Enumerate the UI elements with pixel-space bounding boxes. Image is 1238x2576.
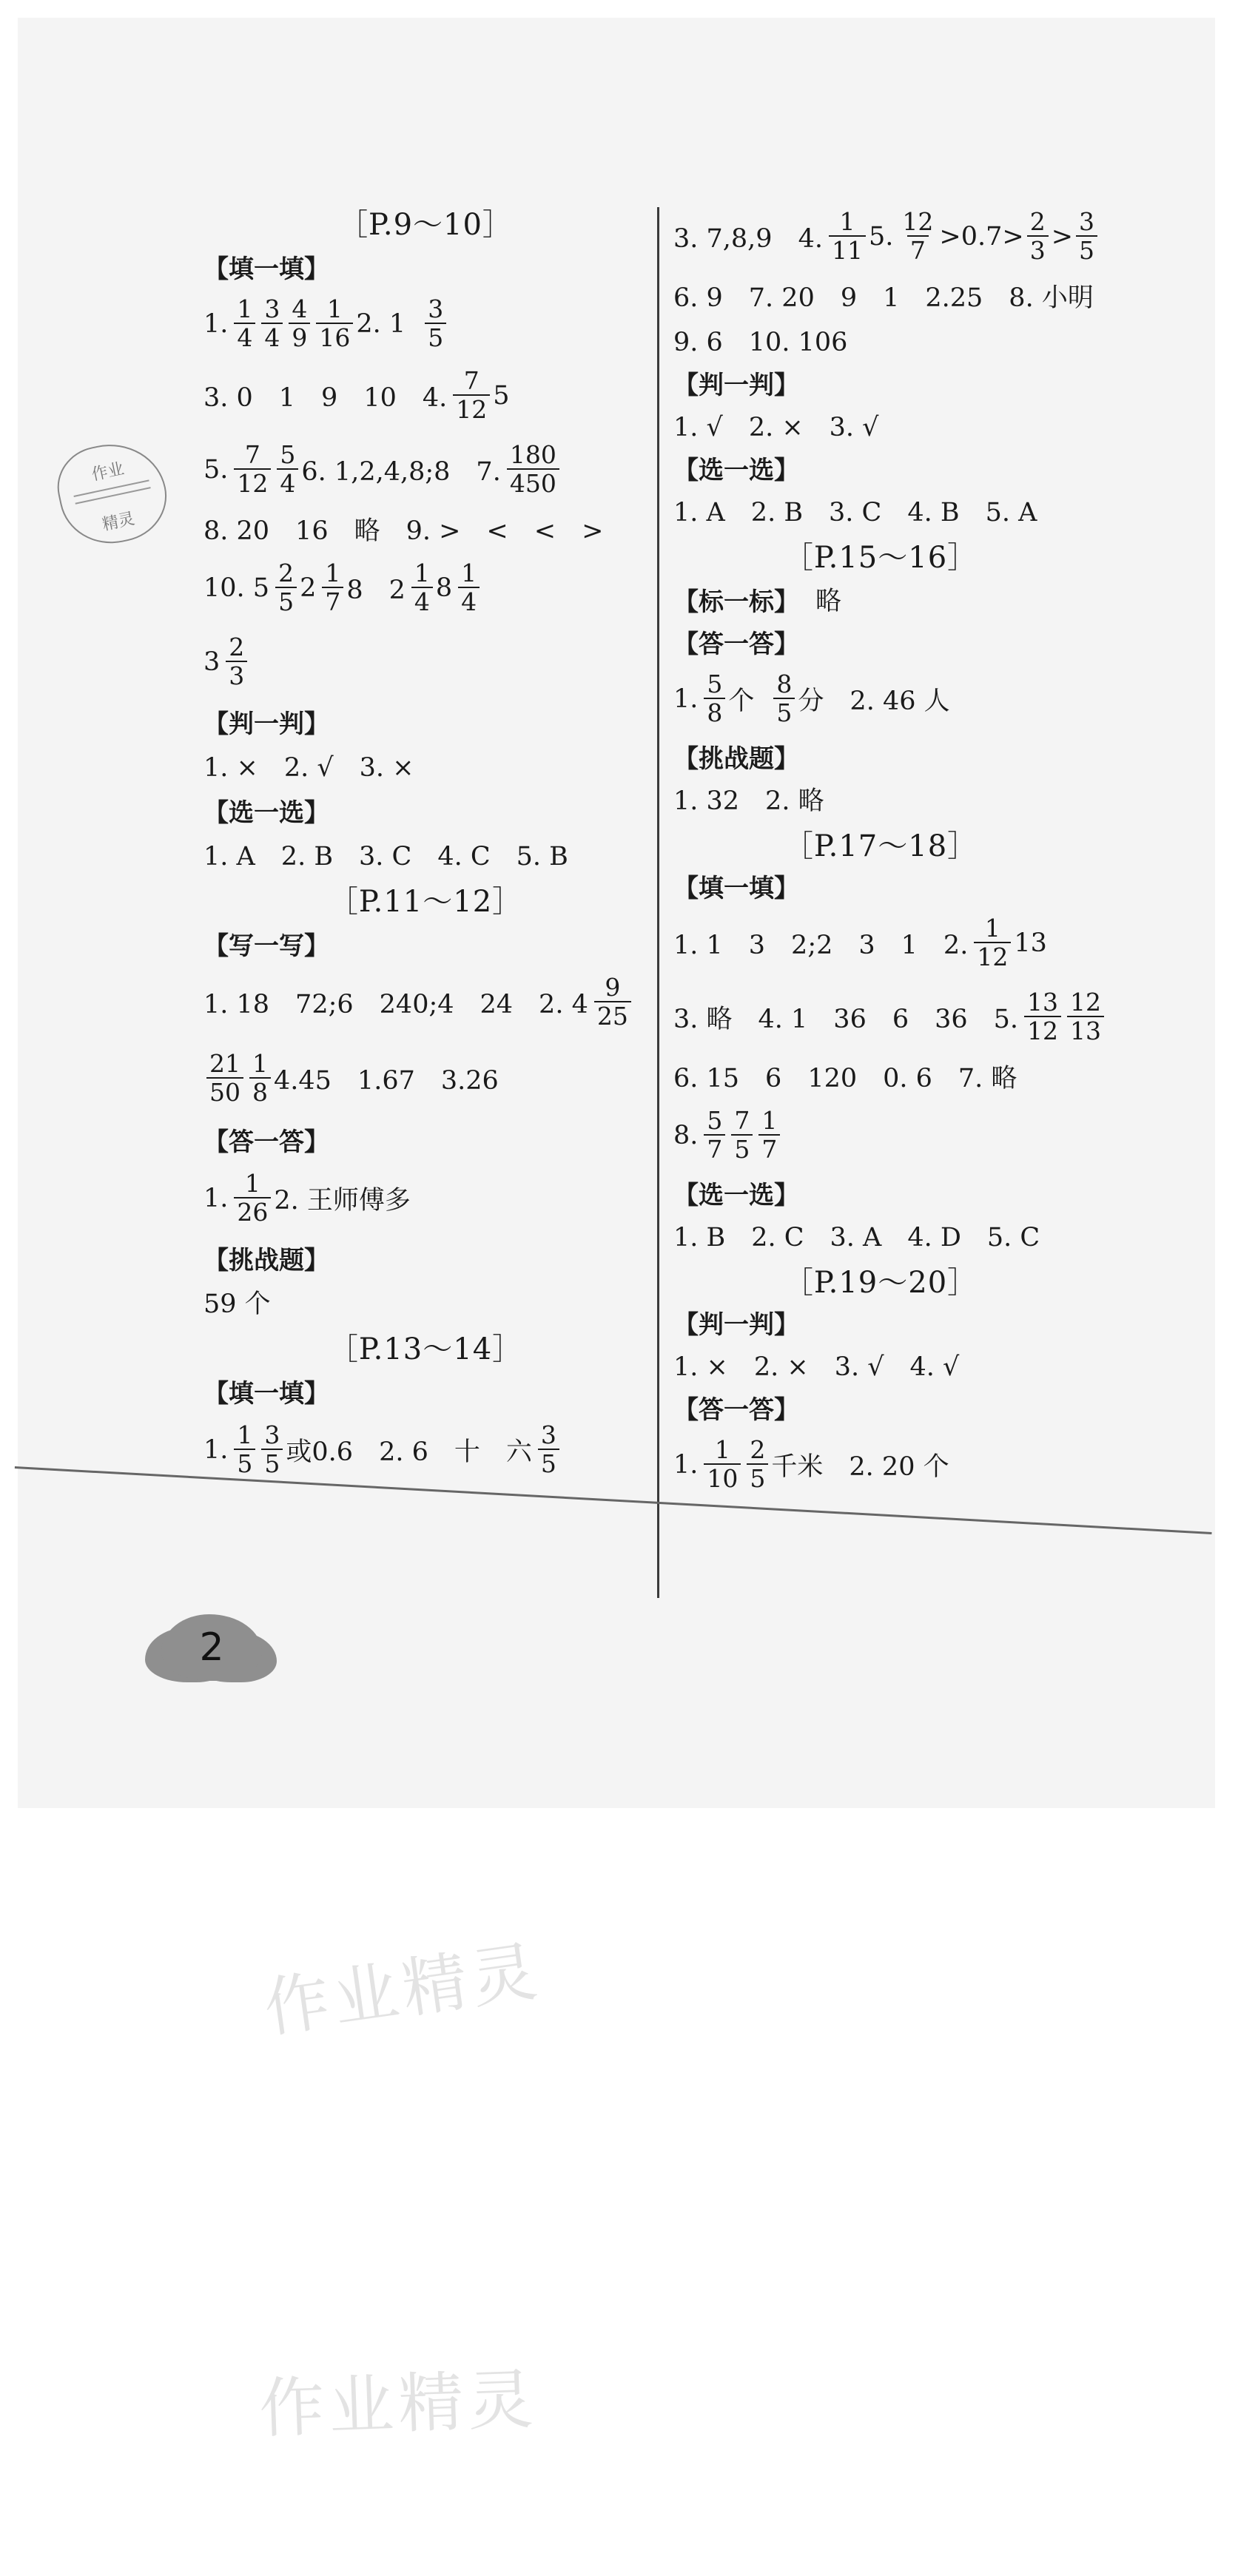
answer-line: 1. √ 2. × 3. √ [673, 413, 879, 442]
section-challenge: 【挑战题】 [673, 744, 799, 774]
fraction: $\frac{1}{7}$ [758, 1108, 780, 1162]
fraction: $\frac{21}{50}$ [206, 1051, 243, 1105]
fraction: $\frac{2}{3}$ [226, 635, 247, 689]
answer-line: 1. × 2. √ 3. × [203, 753, 414, 783]
page-range-header: ［P.19～20］ [783, 1265, 978, 1300]
section-fill: 【填一填】 [203, 1378, 329, 1409]
fraction: $\frac{2}{5}$ [275, 561, 297, 615]
fraction: $\frac{4}{9}$ [289, 297, 310, 351]
page-range-header: ［P.13～14］ [328, 1332, 523, 1366]
section-choose: 【选一选】 [203, 798, 329, 828]
answer-line: 3. 7,8,9 4. $\frac{1}{11}$ 5. $\frac{12}{7}$ >0.7> $\frac{2}{3}$ > $\frac{3}{5}$ [673, 200, 1088, 274]
fraction: $\frac{1}{7}$ [322, 561, 343, 615]
fraction: $\frac{3}{5}$ [1076, 209, 1097, 263]
section-answer: 【答一答】 [203, 1127, 329, 1157]
answer-line: 1. 32 2. 略 [673, 786, 824, 816]
fraction: $\frac{1}{26}$ [234, 1171, 271, 1225]
fraction: $\frac{3}{5}$ [425, 297, 446, 351]
section-judge: 【判一判】 [673, 371, 799, 400]
stamp-logo: 作业 精灵 [50, 434, 175, 553]
answer-line: 10. 5 $\frac{2}{5}$ 2 $\frac{1}{7}$ 8 2 $\frac{1}{4}$ 8 $\frac{1}{4}$ [203, 551, 647, 625]
right-column [673, 200, 1102, 1502]
fraction: $\frac{5}{8}$ [704, 672, 725, 726]
fraction: $\frac{180}{450}$ [507, 442, 559, 496]
page-range-header: ［P.17～18］ [783, 829, 978, 863]
answer-line: 8. $\frac{5}{7}$ $\frac{7}{5}$ $\frac{1}{7}$ [673, 1099, 1088, 1173]
fraction: $\frac{1}{4}$ [234, 297, 255, 351]
answer-line: 59 个 [203, 1289, 271, 1319]
fraction: $\frac{3}{5}$ [538, 1423, 559, 1477]
section-answer: 【答一答】 [673, 630, 799, 659]
section-answer: 【答一答】 [673, 1395, 799, 1425]
left-column [203, 200, 647, 1487]
fraction: $\frac{1}{10}$ [704, 1437, 741, 1491]
fraction: $\frac{1}{11}$ [829, 209, 866, 263]
answer-line: 3 $\frac{2}{3}$ [203, 625, 647, 699]
fraction: $\frac{12}{7}$ [902, 207, 934, 265]
answer-line: 8. 20 16 略 9. > < < > [203, 516, 604, 546]
answer-line: 3. 0 1 9 10 4. $\frac{7}{12}$ 5 [203, 366, 510, 424]
fraction: $\frac{1}{8}$ [249, 1051, 271, 1105]
fraction: $\frac{1}{12}$ [974, 916, 1011, 970]
watermark: 作业精灵 [258, 2361, 539, 2447]
fraction: $\frac{7}{5}$ [731, 1108, 753, 1162]
fraction: $\frac{7}{12}$ [453, 368, 490, 422]
fraction: $\frac{1}{16}$ [316, 297, 353, 351]
column-divider [657, 207, 659, 1598]
answer-line: 1. $\frac{1}{5}$ $\frac{3}{5}$ 或0.6 2. 6 十 六 $\frac{3}{5}$ [203, 1413, 647, 1487]
answer-line: 1. A 2. B 3. C 4. C 5. B [203, 842, 568, 871]
fraction: $\frac{12}{13}$ [1067, 990, 1104, 1044]
section-fill: 【填一填】 [673, 874, 799, 903]
page-number-badge: 2 [161, 1614, 262, 1681]
answer-line: 1. B 2. C 3. A 4. D 5. C [673, 1223, 1040, 1252]
fraction: $\frac{1}{4}$ [458, 561, 480, 615]
answer-line: 3. 略 4. 1 36 6 36 5. $\frac{13}{12}$ $\frac{12}{13}$ [673, 980, 1088, 1054]
answer-line: 6. 15 6 120 0. 6 7. 略 [673, 1064, 1017, 1093]
answer-line: 5. $\frac{7}{12}$ $\frac{5}{4}$ 6. 1,2,4,8;8 7. $\frac{180}{450}$ [203, 433, 647, 507]
page-range-header: ［P.9～10］ [338, 207, 513, 242]
answer-line: 1. × 2. × 3. √ 4. √ [673, 1352, 960, 1382]
section-fill: 【填一填】 [203, 254, 329, 284]
fraction: $\frac{8}{5}$ [773, 672, 795, 726]
fraction: $\frac{13}{12}$ [1024, 990, 1061, 1044]
fraction: $\frac{9}{25}$ [594, 975, 631, 1029]
section-choose: 【选一选】 [673, 456, 799, 485]
fraction: $\frac{3}{5}$ [261, 1423, 283, 1477]
section-write: 【写一写】 [203, 931, 329, 961]
answer-line: 1. $\frac{1}{26}$ 2. 王师傅多 [203, 1169, 411, 1227]
fraction: $\frac{5}{7}$ [704, 1108, 725, 1162]
section-judge: 【判一判】 [203, 709, 329, 739]
answer-line: 1. $\frac{1}{10}$ $\frac{2}{5}$ 千米 2. 20 个 [673, 1435, 949, 1493]
answer-line: 9. 6 10. 106 [673, 328, 848, 357]
section-challenge: 【挑战题】 [203, 1245, 329, 1275]
watermark: 作业精灵 [259, 1932, 546, 2047]
page-range-header: ［P.11～12］ [328, 884, 523, 919]
page-range-header: ［P.15～16］ [783, 540, 978, 575]
fraction: $\frac{5}{4}$ [277, 442, 298, 496]
answer-line: 1. 1 3 2;2 3 1 2. $\frac{1}{12}$ 13 [673, 914, 1047, 971]
section-judge: 【判一判】 [673, 1310, 799, 1340]
answer-line: $\frac{21}{50}$ $\frac{1}{8}$ 4.45 1.67 3.26 [203, 1039, 647, 1117]
fraction: $\frac{2}{3}$ [1027, 209, 1049, 263]
mark-line: 【标一标】 略 [673, 587, 842, 617]
fraction: $\frac{3}{4}$ [261, 297, 283, 351]
answer-line: 1. $\frac{1}{4}$ $\frac{3}{4}$ $\frac{4}{9}$ $\frac{1}{16}$ 2. 1 $\frac{3}{5}$ [203, 289, 647, 359]
fraction: $\frac{1}{4}$ [411, 561, 433, 615]
section-choose: 【选一选】 [673, 1181, 799, 1210]
answer-line: 1. A 2. B 3. C 4. B 5. A [673, 498, 1037, 527]
fraction: $\frac{1}{5}$ [234, 1423, 255, 1477]
fraction: $\frac{2}{5}$ [747, 1437, 768, 1491]
answer-line: 6. 9 7. 20 9 1 2.25 8. 小明 [673, 283, 1094, 313]
fraction: $\frac{7}{12}$ [234, 442, 271, 496]
answer-line: 1. 18 72;6 240;4 24 2. 4 $\frac{9}{25}$ [203, 965, 647, 1039]
answer-line: 1. $\frac{5}{8}$ 个 $\frac{8}{5}$ 分 2. 46 人 [673, 670, 950, 727]
